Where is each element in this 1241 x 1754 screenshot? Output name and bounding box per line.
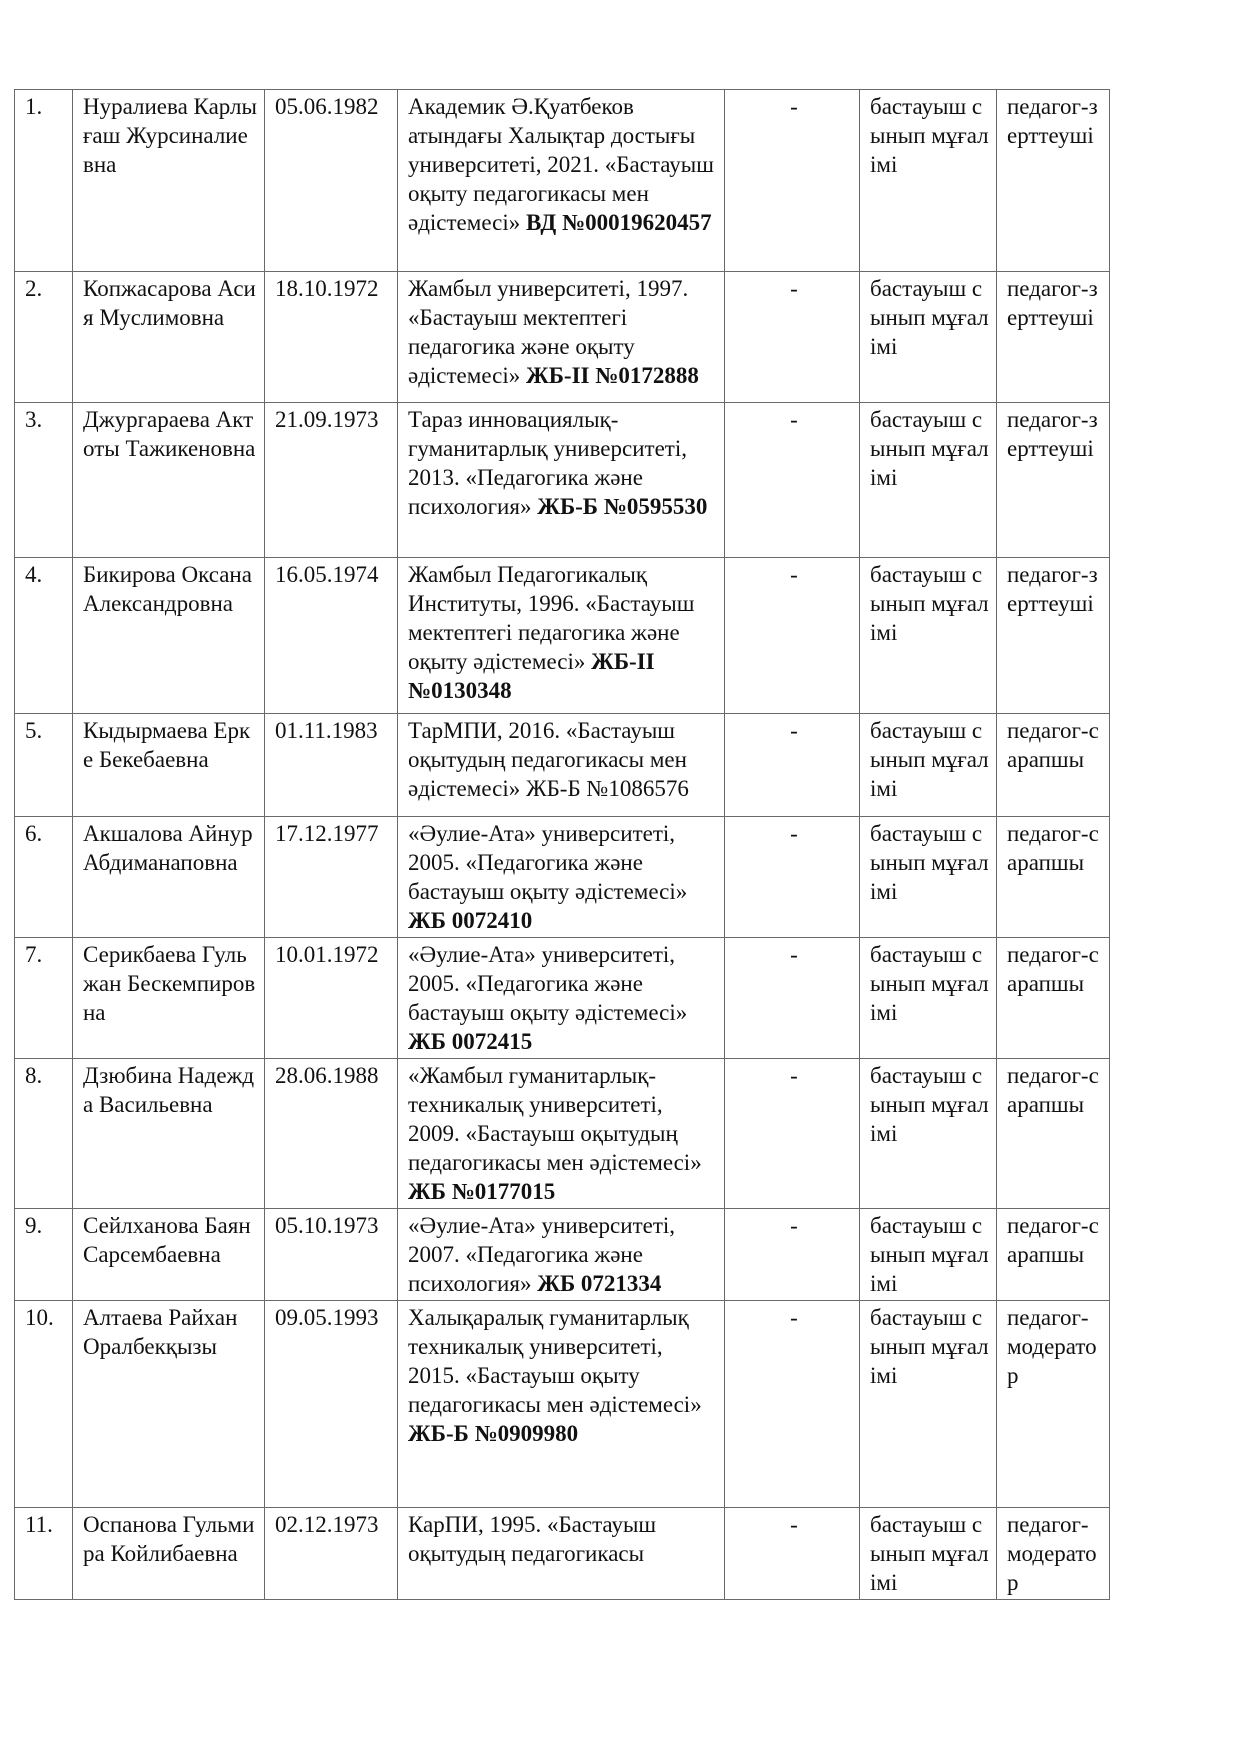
- education: [398, 403, 725, 558]
- education: [398, 1209, 725, 1301]
- position: бастауыш сынып мұғалімі: [860, 272, 997, 403]
- education-text: Тараз инновациялық-гуманитарлық университеті, 2013. «Педагогика және психология»: [408, 407, 687, 519]
- row-number: 9.: [15, 1209, 73, 1301]
- education: [398, 1301, 725, 1508]
- birth-date: 21.09.1973: [265, 403, 398, 558]
- birth-date: 02.12.1973: [265, 1508, 398, 1600]
- employee-name: Бикирова Оксана Александровна: [73, 558, 265, 714]
- table-row: [15, 272, 1110, 403]
- employee-name: Джургараева Актоты Тажикеновна: [73, 403, 265, 558]
- table-row: [15, 403, 1110, 558]
- row-number: 3.: [15, 403, 73, 558]
- education-text: «Әулие-Ата» университеті, 2007. «Педагогика және психология»: [408, 1213, 676, 1296]
- position: бастауыш сынып мұғалімі: [860, 938, 997, 1059]
- position: бастауыш сынып мұғалімі: [860, 403, 997, 558]
- education-text: Халықаралық гуманитарлық техникалық университеті, 2015. «Бастауыш оқыту педагогикасы мен әдістемесі»: [408, 1305, 702, 1417]
- employee-name: Кыдырмаева Ерке Бекебаевна: [73, 714, 265, 817]
- table-row: [15, 938, 1110, 1059]
- diploma-number: ЖБ 0072415: [408, 1029, 533, 1054]
- education: [398, 272, 725, 403]
- diploma-number: ЖБ 0072410: [408, 908, 533, 933]
- table-row: [15, 1209, 1110, 1301]
- education-text: «Жамбыл гуманитарлық-техникалық университеті, 2009. «Бастауыш оқытудың педагогикасы мен әдістемесі»: [408, 1063, 702, 1175]
- position: бастауыш сынып мұғалімі: [860, 714, 997, 817]
- row-number: 11.: [15, 1508, 73, 1600]
- qualification-category: педагог-зерттеуші: [997, 90, 1110, 272]
- staff-table: [14, 89, 1110, 1600]
- birth-date: 09.05.1993: [265, 1301, 398, 1508]
- table-row: [15, 714, 1110, 817]
- education: [398, 558, 725, 714]
- education-text: КарПИ, 1995. «Бастауыш оқытудың педагогикасы: [408, 1512, 657, 1566]
- education: [398, 938, 725, 1059]
- birth-date: 28.06.1988: [265, 1059, 398, 1209]
- row-number: 6.: [15, 817, 73, 938]
- position: бастауыш сынып мұғалімі: [860, 1508, 997, 1600]
- experience-dash: -: [725, 938, 860, 1059]
- position: бастауыш сынып мұғалімі: [860, 90, 997, 272]
- birth-date: 10.01.1972: [265, 938, 398, 1059]
- row-number: 4.: [15, 558, 73, 714]
- birth-date: 01.11.1983: [265, 714, 398, 817]
- experience-dash: -: [725, 272, 860, 403]
- diploma-number: ЖБ №0177015: [408, 1179, 556, 1204]
- diploma-number: ЖБ 0721334: [537, 1271, 662, 1296]
- diploma-number: ЖБ-ІІ №0172888: [525, 363, 699, 388]
- row-number: 5.: [15, 714, 73, 817]
- row-number: 8.: [15, 1059, 73, 1209]
- experience-dash: -: [725, 403, 860, 558]
- education-text: «Әулие-Ата» университеті, 2005. «Педагогика және бастауыш оқыту әдістемесі»: [408, 821, 688, 904]
- position: бастауыш сынып мұғалімі: [860, 817, 997, 938]
- qualification-category: педагог-сарапшы: [997, 1209, 1110, 1301]
- experience-dash: -: [725, 90, 860, 272]
- qualification-category: педагог-сарапшы: [997, 938, 1110, 1059]
- education: [398, 1059, 725, 1209]
- position: бастауыш сынып мұғалімі: [860, 1301, 997, 1508]
- qualification-category: педагог-зерттеуші: [997, 403, 1110, 558]
- table-row: [15, 1301, 1110, 1508]
- birth-date: 05.06.1982: [265, 90, 398, 272]
- qualification-category: педагог-зерттеуші: [997, 272, 1110, 403]
- diploma-number: ЖБ-Б №0909980: [408, 1421, 579, 1446]
- birth-date: 17.12.1977: [265, 817, 398, 938]
- employee-name: Серикбаева Гульжан Бескемпировна: [73, 938, 265, 1059]
- employee-name: Акшалова Айнур Абдиманаповна: [73, 817, 265, 938]
- table-row: [15, 90, 1110, 272]
- position: бастауыш сынып мұғалімі: [860, 1209, 997, 1301]
- diploma-number: ВД №00019620457: [525, 210, 712, 235]
- qualification-category: педагог-сарапшы: [997, 1059, 1110, 1209]
- row-number: 10.: [15, 1301, 73, 1508]
- education-text: Жамбыл Педагогикалық Институты, 1996. «Бастауыш мектептегі педагогика және оқыту әдістемесі»: [408, 562, 695, 674]
- experience-dash: -: [725, 817, 860, 938]
- table-row: [15, 558, 1110, 714]
- qualification-category: педагог-сарапшы: [997, 817, 1110, 938]
- employee-name: Дзюбина Надежда Васильевна: [73, 1059, 265, 1209]
- employee-name: Сейлханова Баян Сарсембаевна: [73, 1209, 265, 1301]
- experience-dash: -: [725, 1301, 860, 1508]
- experience-dash: -: [725, 1209, 860, 1301]
- education: [398, 817, 725, 938]
- birth-date: 18.10.1972: [265, 272, 398, 403]
- table-row: [15, 1059, 1110, 1209]
- education-text: Академик Ә.Қуатбеков атындағы Халықтар достығы университеті, 2021. «Бастауыш оқыту педагогикасы мен әдістемесі»: [408, 94, 714, 235]
- birth-date: 16.05.1974: [265, 558, 398, 714]
- diploma-number: ЖБ-ІІ №0130348: [408, 649, 655, 703]
- experience-dash: -: [725, 714, 860, 817]
- qualification-category: педагог-модератор: [997, 1508, 1110, 1600]
- education: [398, 714, 725, 817]
- birth-date: 05.10.1973: [265, 1209, 398, 1301]
- experience-dash: -: [725, 1508, 860, 1600]
- education-text: «Әулие-Ата» университеті, 2005. «Педагогика және бастауыш оқыту әдістемесі»: [408, 942, 688, 1025]
- education-text: ТарМПИ, 2016. «Бастауыш оқытудың педагогикасы мен әдістемесі»: [408, 718, 687, 801]
- qualification-category: педагог-сарапшы: [997, 714, 1110, 817]
- position: бастауыш сынып мұғалімі: [860, 1059, 997, 1209]
- experience-dash: -: [725, 1059, 860, 1209]
- diploma-number: ЖБ-Б №1086576: [525, 776, 689, 801]
- row-number: 7.: [15, 938, 73, 1059]
- education: [398, 90, 725, 272]
- qualification-category: педагог-модератор: [997, 1301, 1110, 1508]
- education: [398, 1508, 725, 1600]
- position: бастауыш сынып мұғалімі: [860, 558, 997, 714]
- employee-name: Копжасарова Асия Муслимовна: [73, 272, 265, 403]
- employee-name: Алтаева Райхан Оралбекқызы: [73, 1301, 265, 1508]
- row-number: 1.: [15, 90, 73, 272]
- employee-name: Оспанова Гульмира Койлибаевна: [73, 1508, 265, 1600]
- table-row: [15, 1508, 1110, 1600]
- diploma-number: ЖБ-Б №0595530: [537, 494, 708, 519]
- row-number: 2.: [15, 272, 73, 403]
- employee-name: Нуралиева Карлығаш Журсиналиевна: [73, 90, 265, 272]
- experience-dash: -: [725, 558, 860, 714]
- qualification-category: педагог-зерттеуші: [997, 558, 1110, 714]
- education-text: Жамбыл университеті, 1997. «Бастауыш мектептегі педагогика және оқыту әдістемесі»: [408, 276, 689, 388]
- table-row: [15, 817, 1110, 938]
